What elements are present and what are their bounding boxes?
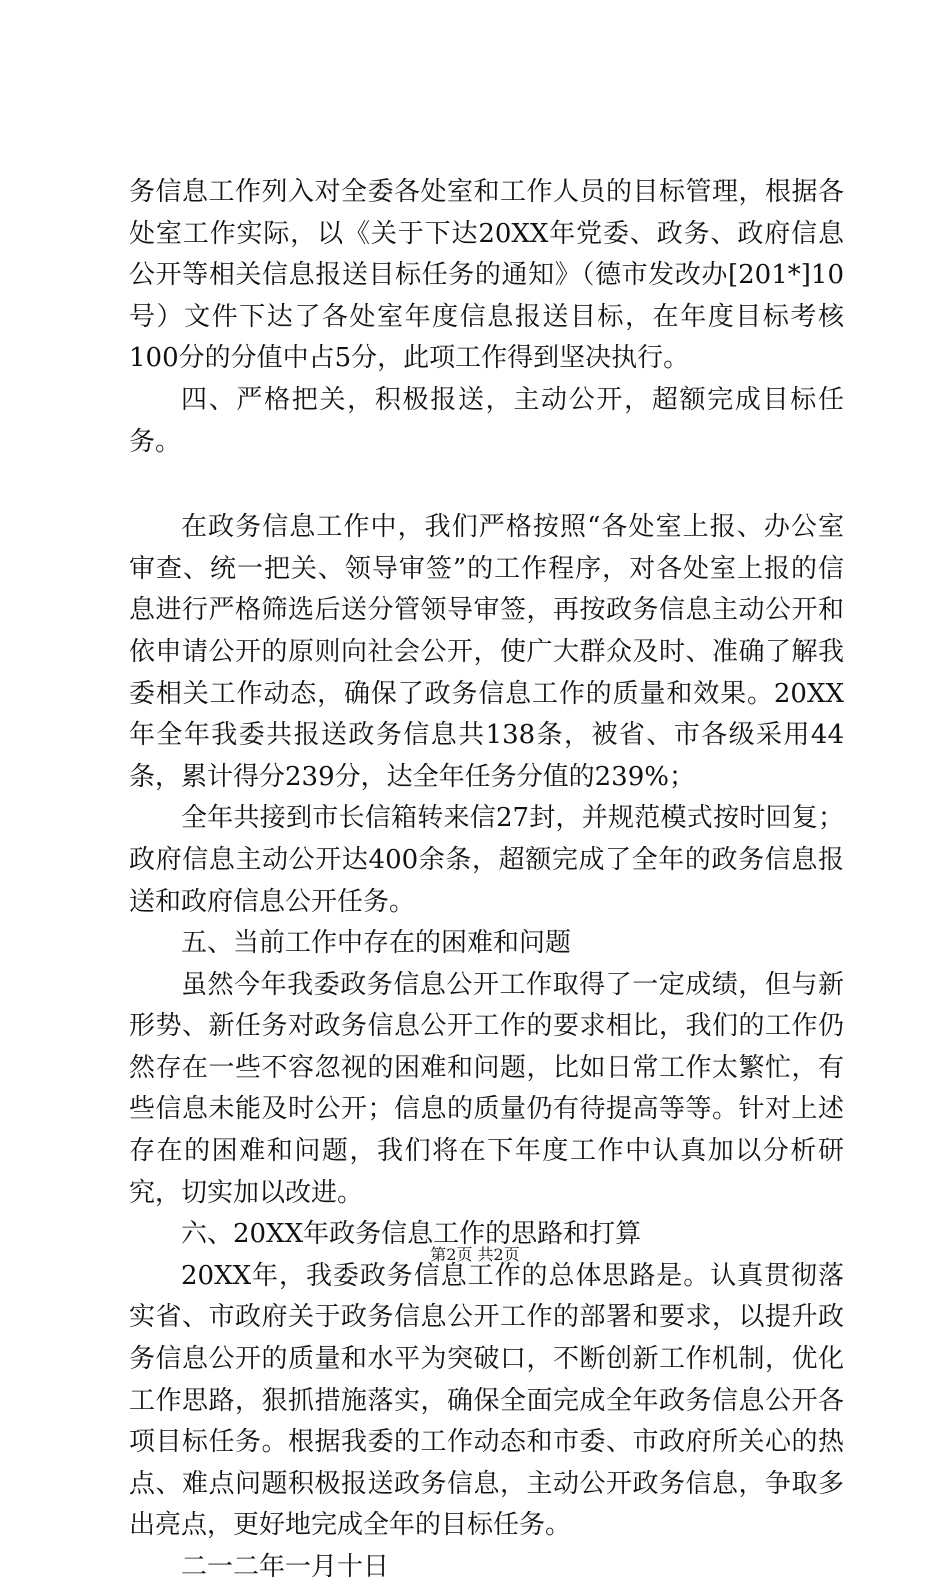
paragraph-work-plan: 20XX年，我委政务信息工作的总体思路是。认真贯彻落实省、市政府关于政务信息公开工作的部署和要求，以提升政务信息公开的质量和水平为突破口，不断创新工作机制，优化工作思路，狠抓措施落实，确保全面完成全年政务信息公开各项目标任务。根据我委的工作动态和市委、市政府所关心的热点、难点问题积极报送政务信息，主动公开政务信息，争取多出亮点，更好地完成全年的目标任务。 bbox=[129, 1260, 844, 1541]
heading-section-six: 六、20XX年政务信息工作的思路和打算 bbox=[181, 1219, 642, 1250]
page-number-footer: 第2页 共2页 bbox=[430, 1245, 520, 1264]
paragraph-information-review: 在政务信息工作中，我们严格按照“各处室上报、办公室审查、统一把关、领导审签”的工作程序，对各处室上报的信息进行严格筛选后送分管领导审签，再按政务信息主动公开和依申请公开的原则向社会公开，使广大群众及时、准确了解我委相关工作动态，确保了政务信息工作的质量和效果。20XX年全年我委共报送政务信息共138条，被省、市各级采用44条，累计得分239分，达全年任务分值的239%； bbox=[129, 512, 844, 792]
paragraph-difficulties: 虽然今年我委政务信息公开工作取得了一定成绩，但与新形势、新任务对政务信息公开工作的要求相比，我们的工作仍然存在一些不容忽视的困难和问题，比如日常工作太繁忙，有些信息未能及时公开；信息的质量仍有待提高等等。针对上述存在的困难和问题，我们将在下年度工作中认真加以分析研究，切实加以改进。 bbox=[129, 969, 844, 1208]
heading-section-four: 四、严格把关，积极报送，主动公开，超额完成目标任务。 bbox=[129, 384, 844, 457]
paragraph-mayor-mailbox: 全年共接到市长信箱转来信27封，并规范模式按时回复；政府信息主动公开达400余条，超额完成了全年的政务信息报送和政府信息公开任务。 bbox=[129, 803, 844, 917]
paragraph-target-management: 务信息工作列入对全委各处室和工作人员的目标管理，根据各处室工作实际，以《关于下达20XX年党委、政务、政府信息公开等相关信息报送目标任务的通知》（德市发改办[201*]10号）文件下达了各处室年度信息报送目标，在年度目标考核100分的分值中占5分，此项工作得到坚决执行。 bbox=[129, 177, 844, 374]
document-body bbox=[129, 172, 844, 1589]
heading-section-five: 五、当前工作中存在的困难和问题 bbox=[181, 928, 572, 959]
document-date: 二一二年一月十日 bbox=[181, 1552, 390, 1582]
